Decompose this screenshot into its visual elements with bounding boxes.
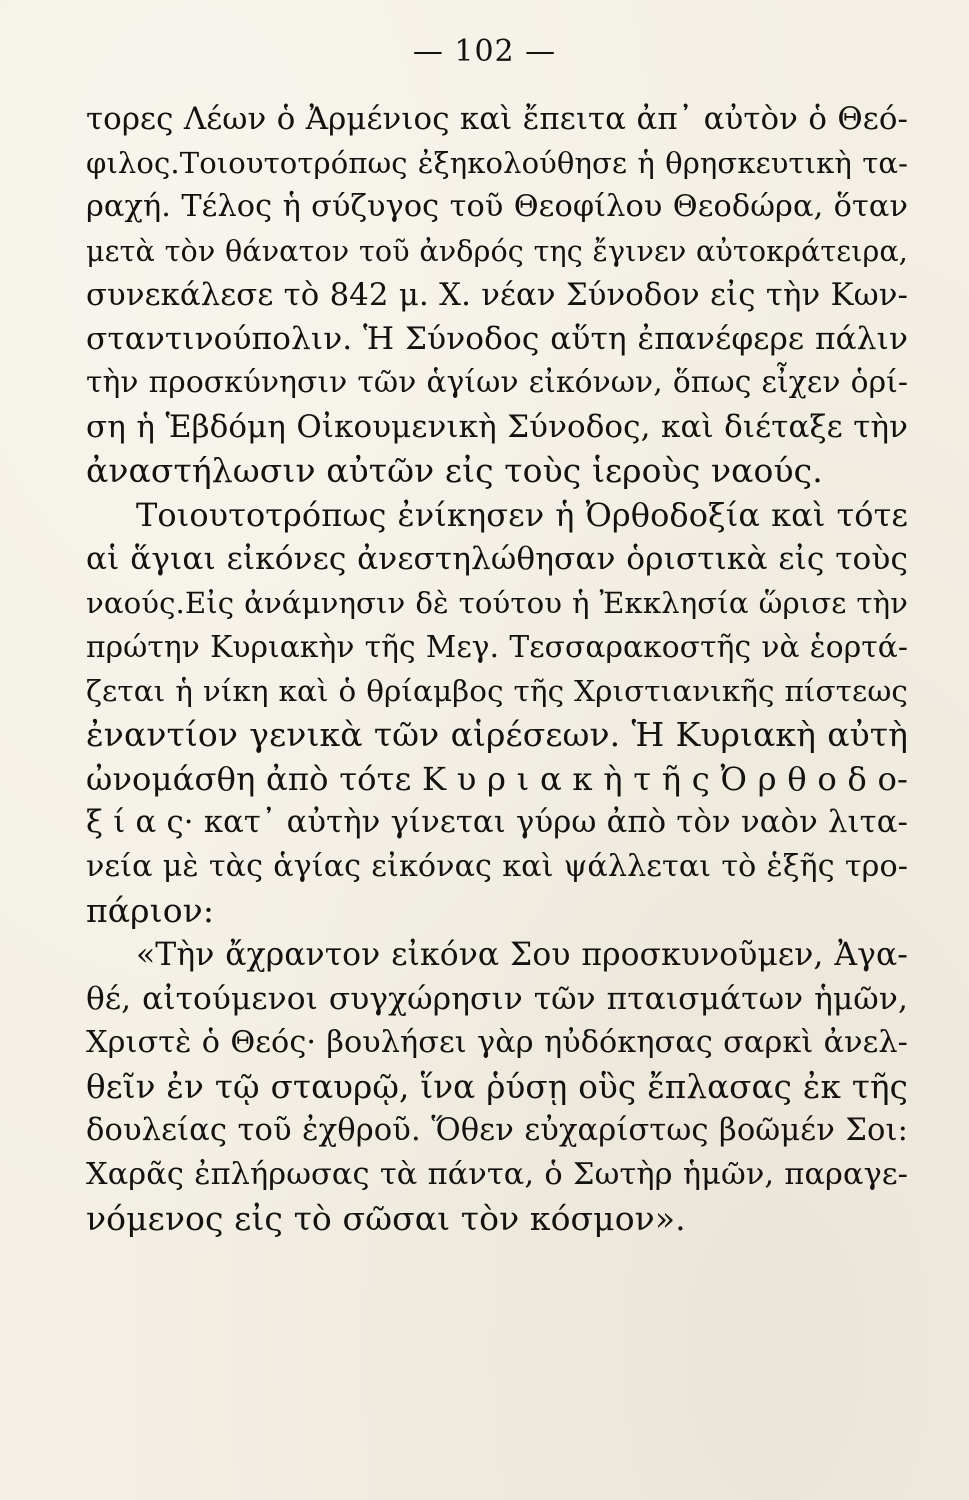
text-line: θέ, αἰτούμενοι συγχώρησιν τῶν πταισμάτων ἡμῶν, xyxy=(86,981,908,1017)
text-line: τορες Λέων ὁ Ἀρμένιος καὶ ἔπειτα ἀπ᾽ αὐτὸν ὁ Θεό- xyxy=(86,101,908,137)
text-line: φιλος.Τοιουτοτρόπως ἐξηκολούθησε ἡ θρησκευτικὴ τα- xyxy=(86,146,908,180)
text-line: ἐναντίον γενικὰ τῶν αἱρέσεων. Ἡ Κυριακὴ αὐτὴ xyxy=(86,715,908,754)
text-line: νεία μὲ τὰς ἁγίας εἰκόνας καὶ ψάλλεται τὸ ἑξῆς τρο- xyxy=(86,849,908,884)
text-line: πρώτην Κυριακὴν τῆς Μεγ. Τεσσαρακοστῆς νὰ ἑορτά- xyxy=(86,629,908,664)
body-text xyxy=(86,97,908,1241)
text-line: τὴν προσκύνησιν τῶν ἁγίων εἰκόνων, ὅπως εἶχεν ὁρί- xyxy=(86,365,908,400)
text-line: θεῖν ἐν τῷ σταυρῷ, ἵνα ῥύσῃ οὓς ἔπλασας ἐκ τῆς xyxy=(86,1068,908,1106)
text-line: Χριστὲ ὁ Θεός· βουλήσει γὰρ ηὐδόκησας σαρκὶ ἀνελ- xyxy=(86,1025,908,1060)
text-line: δουλείας τοῦ ἐχθροῦ. Ὅθεν εὐχαρίστως βοῶμέν Σοι: xyxy=(86,1113,908,1148)
text-line: μετὰ τὸν θάνατον τοῦ ἀνδρός της ἔγινεν αὐτοκράτειρα, xyxy=(86,234,908,268)
page-number: — 102 — xyxy=(412,34,557,69)
text-line: ὠνομάσθη ἀπὸ τότε Κ υ ρ ι α κ ὴ τ ῆ ς Ὀ ρ θ ο δ ο- xyxy=(86,760,908,798)
text-line: πάριον: xyxy=(86,891,215,930)
text-line: αἱ ἅγιαι εἰκόνες ἀνεστηλώθησαν ὁριστικὰ εἰς τοὺς xyxy=(86,541,908,577)
text-line: σταντινούπολιν. Ἡ Σύνοδος αὕτη ἐπανέφερε πάλιν xyxy=(86,321,908,357)
text-line: ἀναστήλωσιν αὐτῶν εἰς τοὺς ἱεροὺς ναούς. xyxy=(86,451,823,490)
text-line: ξ ί α ς· κατ᾽ αὐτὴν γίνεται γύρω ἀπὸ τὸν ναὸν λιτα- xyxy=(86,805,908,840)
text-line: συνεκάλεσε τὸ 842 μ. Χ. νέαν Σύνοδον εἰς τὴν Κων- xyxy=(86,277,908,313)
text-line: ναούς.Εἰς ἀνάμνησιν δὲ τούτου ἡ Ἐκκλησία ὥρισε τὴν xyxy=(86,586,908,620)
text-line: ζεται ἡ νίκη καὶ ὁ θρίαμβος τῆς Χριστιανικῆς πίστεως xyxy=(86,674,908,708)
text-line: νόμενος εἰς τὸ σῶσαι τὸν κόσμον». xyxy=(86,1199,686,1238)
text-line: ραχή. Τέλος ἡ σύζυγος τοῦ Θεοφίλου Θεοδώρα, ὅταν xyxy=(86,189,908,224)
text-line: «Τὴν ἄχραντον εἰκόνα Σου προσκυνοῦμεν, Ἀγα- xyxy=(136,937,908,973)
text-line: ση ἡ Ἑβδόμη Οἰκουμενικὴ Σύνοδος, καὶ διέταξε τὴν xyxy=(86,409,908,445)
text-line: Τοιουτοτρόπως ἐνίκησεν ἡ Ὀρθοδοξία καὶ τότε xyxy=(136,496,908,534)
text-line: Χαρᾶς ἐπλήρωσας τὰ πάντα, ὁ Σωτὴρ ἡμῶν, παραγε- xyxy=(86,1157,908,1192)
